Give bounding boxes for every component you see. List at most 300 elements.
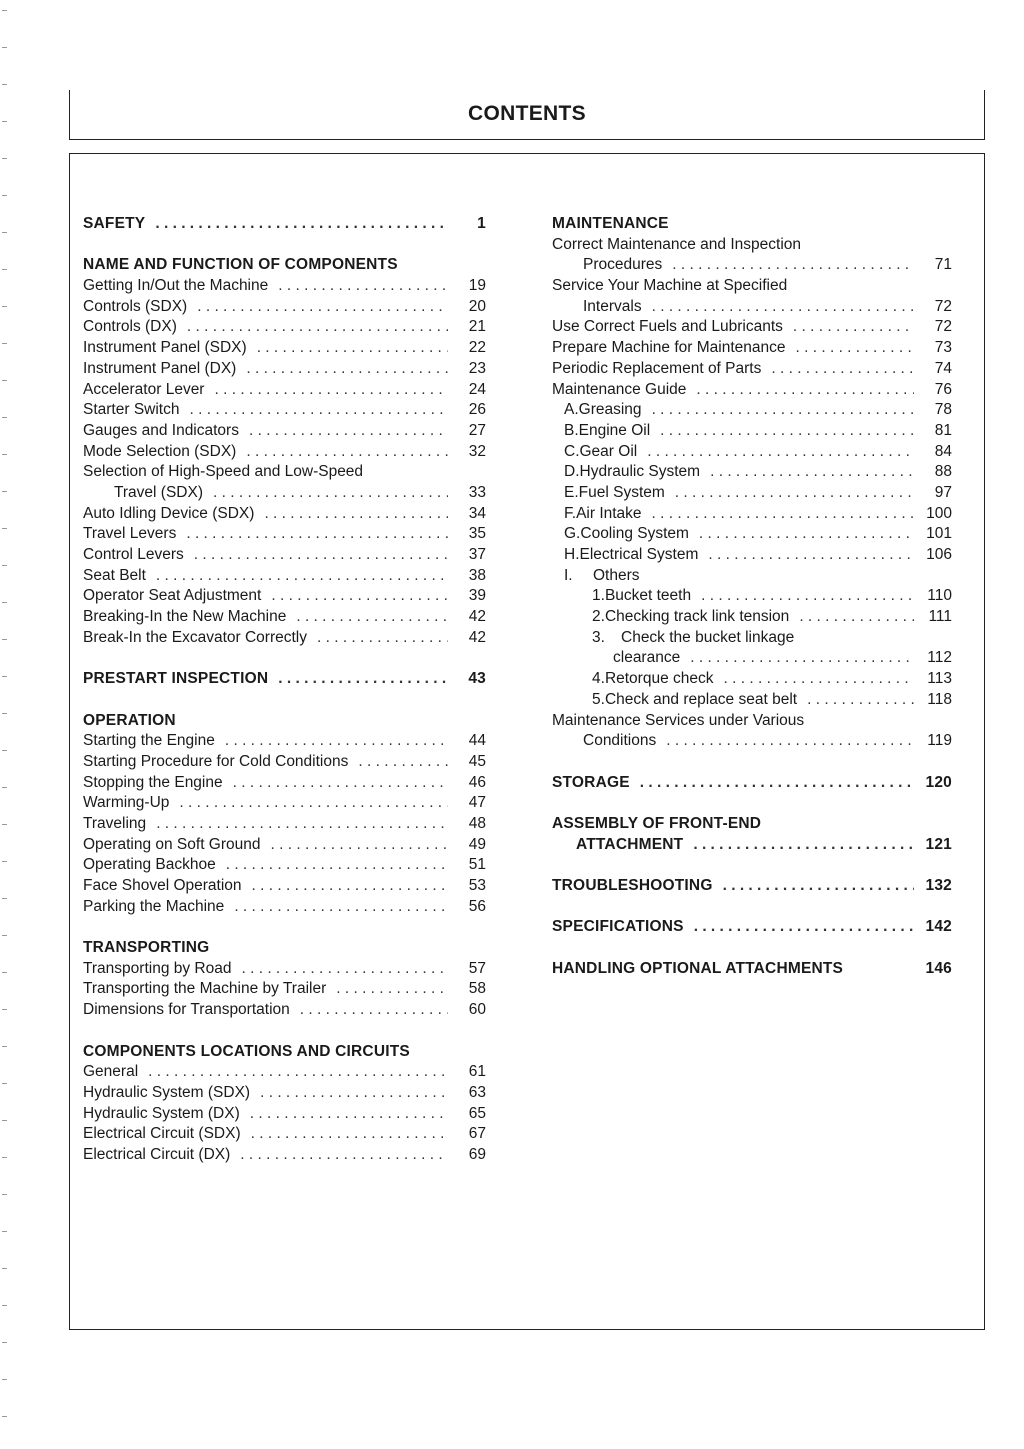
toc-entry[interactable] (83, 338, 486, 359)
toc-entry[interactable] (83, 814, 486, 835)
toc-label: Cooling System (580, 525, 689, 543)
toc-entry[interactable] (83, 586, 486, 607)
toc-entry[interactable] (552, 442, 952, 463)
toc-heading[interactable] (552, 835, 952, 856)
toc-label: NAME AND FUNCTION OF COMPONENTS (83, 256, 398, 274)
toc-label: Control Levers (83, 546, 184, 563)
leader-dots (696, 380, 914, 401)
scan-mark (2, 232, 7, 233)
leader-dots (723, 876, 914, 897)
toc-label: PRESTART INSPECTION (83, 670, 269, 688)
scan-mark (2, 158, 7, 159)
toc-page-number: 81 (934, 421, 952, 439)
contents-column-left (83, 214, 486, 1186)
toc-section (83, 938, 486, 1021)
toc-entry[interactable] (83, 1145, 486, 1166)
toc-page-number: 61 (468, 1063, 486, 1081)
toc-label: HANDLING OPTIONAL ATTACHMENTS (552, 959, 844, 977)
toc-page-number: 1 (477, 215, 486, 232)
scan-edge-marks (0, 0, 12, 1449)
scan-mark (2, 935, 7, 936)
leader-dots (250, 1104, 448, 1125)
toc-page-number: 113 (927, 670, 952, 688)
toc-page-number: 46 (468, 773, 486, 791)
toc-label: Operator Seat Adjustment (83, 587, 262, 605)
leader-dots (213, 483, 448, 504)
leader-dots (336, 979, 448, 1000)
scan-mark (2, 676, 7, 677)
toc-page-number: 106 (926, 546, 952, 563)
toc-section (83, 255, 486, 648)
scan-mark (2, 1046, 7, 1047)
toc-entry (552, 628, 952, 649)
toc-page-number: 88 (934, 463, 952, 481)
scan-mark (2, 639, 7, 640)
toc-page-number: 42 (468, 628, 486, 646)
leader-dots (652, 504, 914, 525)
leader-dots (796, 338, 915, 359)
toc-label: Starting the Engine (83, 732, 215, 750)
toc-label: STORAGE (552, 773, 630, 791)
toc-label: ASSEMBLY OF FRONT-END (552, 814, 762, 832)
toc-page-number: 111 (928, 608, 952, 626)
leader-dots (214, 380, 448, 401)
toc-section (552, 876, 952, 897)
toc-label: Seat Belt (83, 566, 146, 584)
scan-mark (2, 565, 7, 566)
toc-page-number: 78 (934, 401, 952, 419)
leader-dots (197, 297, 448, 318)
toc-page-number: 49 (468, 835, 486, 853)
toc-label: Electrical Circuit (DX) (83, 1145, 231, 1163)
toc-label: Maintenance Guide (552, 380, 687, 398)
leader-dots (257, 338, 448, 359)
toc-page-number: 146 (925, 959, 952, 977)
toc-page-number: 23 (468, 359, 486, 377)
toc-entry[interactable] (83, 421, 486, 442)
toc-entry[interactable] (83, 959, 486, 980)
scan-mark (2, 454, 7, 455)
toc-label: Breaking-In the New Machine (83, 608, 287, 626)
toc-label: Procedures (583, 256, 663, 274)
scan-mark (2, 1379, 7, 1380)
leader-dots (647, 442, 914, 463)
toc-label: ATTACHMENT (576, 835, 684, 853)
toc-entry[interactable] (552, 731, 952, 752)
toc-label: Instrument Panel (DX) (83, 359, 237, 377)
leader-dots (699, 524, 914, 545)
leader-dots (271, 835, 448, 856)
scan-mark (2, 380, 7, 381)
toc-label: Prepare Machine for Maintenance (552, 339, 786, 357)
toc-entry[interactable] (552, 545, 952, 566)
toc-page-number: 51 (468, 856, 486, 874)
toc-page-number: 45 (468, 752, 486, 770)
toc-entry[interactable] (83, 628, 486, 649)
leader-dots (179, 793, 448, 814)
scan-mark (2, 1083, 7, 1084)
scan-mark (2, 1194, 7, 1195)
toc-entry[interactable] (83, 566, 486, 587)
toc-label: Mode Selection (SDX) (83, 442, 237, 460)
toc-label: Greasing (578, 401, 642, 419)
scan-mark (2, 528, 7, 529)
toc-label: Bucket teeth (604, 587, 692, 605)
toc-marker: F. (564, 504, 577, 522)
toc-entry[interactable] (83, 1000, 486, 1021)
toc-label: Check the bucket linkage (621, 628, 795, 646)
toc-entry[interactable] (552, 504, 952, 525)
leader-dots (640, 773, 914, 794)
toc-entry[interactable] (552, 462, 952, 483)
toc-label: Gear Oil (579, 442, 638, 460)
scan-mark (2, 972, 7, 973)
toc-label: Electrical System (579, 546, 699, 563)
leader-dots (249, 421, 448, 442)
toc-heading[interactable] (83, 214, 486, 235)
toc-label: MAINTENANCE (552, 215, 669, 232)
toc-label: Use Correct Fuels and Lubricants (552, 318, 783, 336)
toc-heading[interactable] (552, 876, 952, 897)
toc-page-number: 120 (925, 773, 952, 791)
leader-dots (317, 628, 448, 649)
scan-mark (2, 269, 7, 270)
toc-page-number: 112 (927, 649, 952, 667)
toc-entry[interactable] (83, 1124, 486, 1145)
toc-section (83, 711, 486, 918)
toc-entry[interactable] (83, 855, 486, 876)
toc-section (552, 814, 952, 855)
toc-entry[interactable] (552, 359, 952, 380)
scan-mark (2, 1305, 7, 1306)
toc-section (83, 1042, 486, 1166)
toc-label: Travel Levers (83, 525, 177, 543)
scan-mark (2, 1009, 7, 1010)
toc-page-number: 21 (468, 318, 486, 336)
leader-dots (241, 959, 448, 980)
toc-section (83, 214, 486, 235)
toc-page-number: 121 (925, 835, 952, 853)
scan-mark (2, 306, 7, 307)
toc-label: Periodic Replacement of Parts (552, 359, 762, 377)
toc-entry[interactable] (552, 690, 952, 711)
toc-marker: I. (564, 566, 573, 584)
toc-label: Intervals (583, 297, 642, 315)
toc-label: Starting Procedure for Cold Conditions (83, 752, 349, 770)
toc-label: TROUBLESHOOTING (552, 877, 713, 894)
leader-dots (652, 400, 914, 421)
toc-page-number: 27 (468, 421, 486, 439)
leader-dots (807, 690, 914, 711)
scan-mark (2, 84, 7, 85)
toc-entry[interactable] (552, 586, 952, 607)
toc-heading (552, 214, 952, 235)
leader-dots (799, 607, 914, 628)
leader-dots (708, 545, 914, 566)
toc-entry[interactable] (83, 607, 486, 628)
leader-dots (358, 752, 448, 773)
toc-entry[interactable] (552, 400, 952, 421)
toc-entry (552, 276, 952, 297)
leader-dots (194, 545, 448, 566)
scan-mark (2, 1342, 7, 1343)
toc-page-number: 44 (468, 732, 486, 750)
toc-page-number: 132 (925, 877, 952, 894)
toc-page-number: 67 (468, 1125, 486, 1143)
toc-page-number: 97 (934, 483, 952, 501)
toc-entry (83, 462, 486, 483)
toc-marker: E. (564, 483, 579, 501)
toc-entry[interactable] (83, 276, 486, 297)
toc-page-number: 76 (934, 380, 952, 398)
toc-entry (552, 566, 952, 587)
toc-page-number: 101 (926, 525, 952, 543)
toc-heading[interactable] (552, 959, 952, 980)
toc-label: Engine Oil (578, 421, 651, 439)
toc-page-number: 22 (468, 339, 486, 357)
toc-page-number: 110 (927, 587, 952, 605)
leader-dots (240, 1145, 448, 1166)
toc-label: clearance (613, 649, 681, 667)
toc-marker: C. (564, 442, 580, 460)
leader-dots (246, 359, 448, 380)
toc-section (552, 959, 952, 980)
toc-entry[interactable] (552, 648, 952, 669)
toc-marker: B. (564, 421, 579, 439)
toc-entry[interactable] (552, 338, 952, 359)
toc-entry[interactable] (83, 752, 486, 773)
toc-page-number: 119 (927, 732, 952, 750)
leader-dots (251, 1124, 448, 1145)
toc-label: Operating Backhoe (83, 856, 216, 874)
toc-section (552, 917, 952, 938)
toc-entry[interactable] (83, 545, 486, 566)
toc-entry[interactable] (83, 1083, 486, 1104)
toc-entry[interactable] (552, 524, 952, 545)
toc-page-number: 142 (925, 918, 952, 936)
leader-dots (793, 317, 914, 338)
toc-label: Getting In/Out the Machine (83, 277, 269, 295)
toc-label: SAFETY (83, 215, 146, 232)
title-box (69, 90, 985, 140)
leader-dots (252, 876, 448, 897)
toc-label: Auto Idling Device (SDX) (83, 504, 255, 522)
toc-marker: 1. (592, 587, 605, 605)
scan-mark (2, 195, 7, 196)
toc-page-number: 20 (468, 297, 486, 315)
scan-mark (2, 121, 7, 122)
toc-entry[interactable] (83, 731, 486, 752)
toc-entry[interactable] (83, 317, 486, 338)
leader-dots (771, 359, 914, 380)
toc-entry[interactable] (552, 317, 952, 338)
toc-entry[interactable] (552, 607, 952, 628)
toc-marker: H. (564, 546, 580, 563)
toc-label: General (83, 1063, 139, 1081)
toc-page-number: 63 (468, 1083, 486, 1101)
toc-label: Hydraulic System (SDX) (83, 1083, 251, 1101)
leader-dots (271, 586, 448, 607)
page-title: CONTENTS (468, 102, 586, 125)
toc-entry[interactable] (83, 483, 486, 504)
toc-label: Maintenance Services under Various (552, 711, 805, 729)
toc-marker: 2. (592, 608, 605, 626)
leader-dots (233, 773, 448, 794)
toc-label: Stopping the Engine (83, 773, 223, 791)
toc-heading[interactable] (552, 773, 952, 794)
toc-page-number: 38 (468, 566, 486, 584)
toc-label: Checking track link tension (604, 608, 790, 626)
toc-entry[interactable] (83, 400, 486, 421)
leader-dots (278, 669, 448, 690)
leader-dots (226, 855, 448, 876)
toc-label: Controls (SDX) (83, 297, 188, 315)
toc-marker: G. (564, 525, 581, 543)
scan-mark (2, 1157, 7, 1158)
leader-dots (148, 1062, 448, 1083)
toc-entry[interactable] (552, 297, 952, 318)
toc-page-number: 74 (934, 359, 952, 377)
scan-mark (2, 898, 7, 899)
toc-marker: D. (564, 463, 580, 481)
toc-page-number: 58 (468, 980, 486, 998)
toc-label: Parking the Machine (83, 897, 225, 915)
scan-mark (2, 1268, 7, 1269)
toc-page-number: 43 (468, 670, 486, 688)
leader-dots (296, 607, 448, 628)
toc-page-number: 32 (468, 442, 486, 460)
toc-label: Controls (DX) (83, 318, 177, 336)
toc-label: Service Your Machine at Specified (552, 277, 788, 295)
leader-dots (675, 483, 914, 504)
scan-mark (2, 861, 7, 862)
toc-entry[interactable] (83, 442, 486, 463)
leader-dots (225, 731, 448, 752)
leader-dots (660, 421, 914, 442)
toc-entry[interactable] (83, 793, 486, 814)
toc-page-number: 73 (934, 339, 952, 357)
toc-heading (83, 938, 486, 959)
toc-page-number: 56 (468, 897, 486, 915)
scan-mark (2, 824, 7, 825)
toc-entry[interactable] (552, 255, 952, 276)
toc-label: TRANSPORTING (83, 939, 210, 957)
toc-page-number: 34 (468, 504, 486, 522)
toc-page-number: 39 (468, 587, 486, 605)
toc-page-number: 35 (468, 525, 486, 543)
toc-label: SPECIFICATIONS (552, 918, 684, 936)
scan-mark (2, 343, 7, 344)
leader-dots (155, 214, 448, 235)
toc-page-number: 84 (934, 442, 952, 460)
scan-mark (2, 787, 7, 788)
leader-dots (710, 462, 914, 483)
toc-label: OPERATION (83, 711, 176, 729)
leader-dots (300, 1000, 448, 1021)
toc-page-number: 53 (468, 877, 486, 894)
toc-entry (552, 711, 952, 732)
toc-label: COMPONENTS LOCATIONS AND CIRCUITS (83, 1042, 410, 1060)
leader-dots (278, 276, 448, 297)
toc-heading (552, 814, 952, 835)
toc-entry[interactable] (552, 483, 952, 504)
toc-entry[interactable] (552, 380, 952, 401)
toc-page-number: 42 (468, 608, 486, 626)
toc-entry[interactable] (83, 835, 486, 856)
toc-entry[interactable] (83, 876, 486, 897)
toc-label: Others (593, 566, 640, 584)
toc-label: Gauges and Indicators (83, 421, 239, 439)
leader-dots (234, 897, 448, 918)
toc-label: Face Shovel Operation (83, 877, 242, 894)
toc-label: Break-In the Excavator Correctly (83, 628, 307, 646)
toc-entry[interactable] (83, 1104, 486, 1125)
toc-label: Instrument Panel (SDX) (83, 339, 247, 357)
toc-heading (83, 1042, 486, 1063)
toc-section (552, 773, 952, 794)
scan-mark (2, 713, 7, 714)
toc-entry[interactable] (83, 979, 486, 1000)
leader-dots (187, 317, 448, 338)
toc-entry[interactable] (83, 773, 486, 794)
toc-label: Dimensions for Transportation (83, 1001, 290, 1019)
toc-page-number: 60 (468, 1001, 486, 1019)
toc-label: Air Intake (576, 504, 642, 522)
scan-mark (2, 750, 7, 751)
toc-page-number: 37 (468, 546, 486, 563)
toc-entry[interactable] (83, 524, 486, 545)
toc-page-number: 26 (468, 401, 486, 419)
toc-heading[interactable] (83, 669, 486, 690)
toc-page-number: 72 (934, 297, 952, 315)
toc-entry[interactable] (83, 359, 486, 380)
toc-label: Check and replace seat belt (604, 690, 798, 708)
leader-dots (701, 586, 914, 607)
toc-section (552, 214, 952, 752)
leader-dots (156, 814, 448, 835)
toc-heading (83, 711, 486, 732)
leader-dots (260, 1083, 448, 1104)
leader-dots (666, 731, 914, 752)
toc-entry[interactable] (83, 897, 486, 918)
toc-label: Warming-Up (83, 794, 170, 812)
toc-heading (83, 255, 486, 276)
toc-label: Accelerator Lever (83, 380, 205, 398)
toc-entry[interactable] (552, 669, 952, 690)
toc-page-number: 71 (934, 256, 952, 274)
toc-label: Retorque check (604, 670, 714, 688)
toc-entry[interactable] (83, 297, 486, 318)
leader-dots (690, 648, 914, 669)
toc-label: Operating on Soft Ground (83, 835, 261, 853)
toc-entry[interactable] (552, 421, 952, 442)
leader-dots (672, 255, 914, 276)
scan-mark (2, 1416, 7, 1417)
toc-label: Correct Maintenance and Inspection (552, 235, 802, 253)
toc-label: Hydraulic System (579, 463, 701, 481)
toc-heading[interactable] (552, 917, 952, 938)
toc-entry[interactable] (83, 1062, 486, 1083)
toc-label: Traveling (83, 814, 147, 832)
leader-dots (693, 835, 914, 856)
leader-dots (694, 917, 914, 938)
toc-label: Starter Switch (83, 401, 180, 419)
toc-entry[interactable] (83, 504, 486, 525)
toc-label: Selection of High-Speed and Low-Speed (83, 463, 364, 481)
toc-entry[interactable] (83, 380, 486, 401)
toc-section (83, 669, 486, 690)
toc-label: Transporting by Road (83, 959, 232, 977)
